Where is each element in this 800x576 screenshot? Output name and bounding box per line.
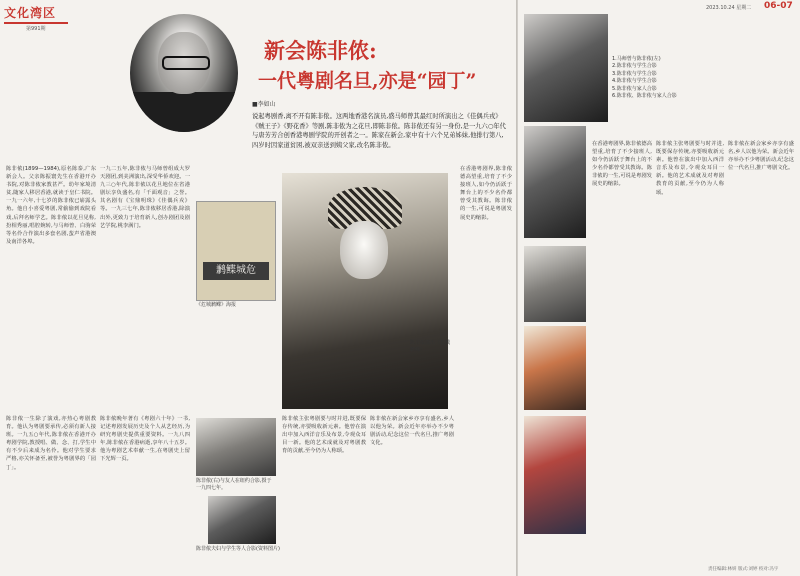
body-column-2: 一九二五年,陈非侬与马师曾组成大罗天剧团,到美洲演出,深受华侨欢迎。一九三○年代,陈非侬以花旦地位在省港剧坛享负盛名,有「千面观音」之誉。其名剧有《宝鼎明珠》《佳偶兵戎》等。一九三七年,陈非侬移居香港,除演出外,更致力于培育新人,创办剧团及剧艺学院,桃李满门。 bbox=[100, 166, 190, 229]
headline-subtitle: 一代粤剧名旦,亦是“园丁” bbox=[258, 70, 477, 92]
photo-caption-item: 2.陈非侬与学生合影 bbox=[612, 63, 657, 70]
group-photo-b-caption: 陈非侬夫妇与学生等人合影(资料图片) bbox=[196, 546, 280, 552]
section-rule bbox=[4, 22, 68, 24]
right-page bbox=[518, 0, 800, 576]
byline: ■李如山 bbox=[252, 101, 276, 108]
photo-caption-item: 3.陈非侬与学生合影 bbox=[612, 70, 657, 77]
photo-caption-list bbox=[612, 56, 677, 100]
right-column-2: 陈非侬主张粤剧要与时并进,既要保存传统,亦要吸收新元素。他曾在演出中加入西洋音乐及布景,令观众耳目一新。他的艺术成就及对粤剧教育的贡献,至今仍为人称颂。 bbox=[656, 141, 724, 196]
page-numbers: 06-07 bbox=[764, 1, 793, 11]
photo-caption-item: 5.陈非侬与家人合影 bbox=[612, 85, 657, 92]
poster-caption: 《危城鹣鲽》海报 bbox=[196, 302, 237, 308]
intro-paragraph: 说起粤剧香,离不开有陈非侬。这两地香港名演员,盛马师曾其最红时所演出之《佳偶兵戎》《贼王子》《野花香》等剧,陈非侬为之花旦,即陈非侬。陈非侬还有另一身份,是一九六○年代与唐芳芳合创香港粤剧学院的开创者之一。陈家在新会,家中有十六个兄弟姊妹,他排行第八,四岁时因家道贫困,被双亲送到姨父家,改名陈非侬。 bbox=[252, 113, 506, 149]
photo-teacher-student bbox=[524, 326, 586, 410]
group-photo-a bbox=[196, 418, 276, 476]
section-label: 文化湾区 bbox=[4, 6, 57, 20]
issue-date: 2023.10.24 星期二 bbox=[706, 5, 752, 11]
body-column-7: 陈非侬在新会家乡亦享有盛名,乡人以他为荣。新会近年亦举办不少粤剧活动,纪念这位一代名旦,推广粤剧文化。 bbox=[370, 416, 454, 447]
opera-actor-photo bbox=[282, 173, 451, 409]
photo-caption-item: 1.马师曾与陈非侬(左) bbox=[612, 56, 661, 62]
body-column-4: 陈非侬晚年著有《粤剧六十年》一书,记述粤剧发展历史及个人从艺经历,为研究粤剧史提供重要资料。一九八四年,陈非侬在香港病逝,享年八十五岁。他为粤剧艺术奉献一生,在粤剧史上留下光辉一页。 bbox=[100, 416, 190, 463]
opera-face bbox=[340, 221, 388, 279]
body-column-1: 陈非侬(1899—1984),原名陈泰,广东新会人。父亲陈振寰先生在香港开办书院,对陈非侬家教甚严。幼年家境清贫,随家人移居香港,就读于皇仁书院。一九一六年,十七岁的陈非侬已崭露头角。他自小喜爱粤剧,常偷偷到戏院看戏,后拜名师学艺。陈非侬以花旦见称,扮相秀丽,唱腔婉转,与马师曾、白驹荣等名伶合作演出多套名剧,蜚声省港澳及南洋各埠。 bbox=[6, 166, 96, 245]
portrait-glasses bbox=[162, 56, 210, 70]
photo-couple bbox=[524, 246, 586, 322]
issue-number: 第991期 bbox=[26, 26, 46, 32]
body-column-6: 陈非侬主张粤剧要与时并进,既要保存传统,亦要吸收新元素。他曾在演出中加入西洋音乐及布景,令观众耳目一新。他的艺术成就及对粤剧教育的贡献,至今仍为人称颂。 bbox=[282, 416, 366, 455]
movie-poster bbox=[196, 201, 276, 301]
portrait-photo bbox=[130, 14, 238, 132]
right-column-3: 陈非侬在新会家乡亦享有盛名,乡人以他为荣。新会近年亦举办不少粤剧活动,纪念这位一代名旦,推广粤剧文化。 bbox=[728, 141, 794, 172]
headline: 新会陈非侬: bbox=[264, 38, 377, 63]
photo-ma-shizeng bbox=[524, 14, 608, 122]
right-column-1: 在香港粤剧界,陈非侬德高望重,培育了不少接班人,如今仍活跃于舞台上的不少名伶都曾受其教诲。陈非侬的一生,可说是粤剧发展史的缩影。 bbox=[592, 141, 652, 188]
photo-opera-costume bbox=[524, 126, 586, 238]
group-photo-b bbox=[208, 496, 276, 544]
actor-caption: 陈非侬演出《危城鹣鲽》 bbox=[410, 340, 451, 353]
body-column-3: 陈非侬一生除了演戏,亦热心粤剧教育。他认为粤剧要承传,必须有新人接班。一九五○年代,陈非侬在香港开办粤剧学院,教授唱、做、念、打,学生中有不少后来成为名伶。他对学生要求严格,亦关怀备至,被誉为粤剧界的「园丁」。 bbox=[6, 416, 96, 471]
body-column-5: 在香港粤剧界,陈非侬德高望重,培育了不少接班人,如今仍活跃于舞台上的不少名伶都曾受其教诲。陈非侬的一生,可说是粤剧发展史的缩影。 bbox=[460, 166, 512, 221]
photo-caption-item: 4.陈非侬与学生合影 bbox=[612, 78, 657, 85]
right-masthead bbox=[518, 0, 800, 12]
photo-caption-item: 6.陈非侬、陈非侬与家人合影 bbox=[612, 93, 677, 100]
poster-title: 鹣鲽城危 bbox=[203, 262, 269, 280]
photo-family bbox=[524, 416, 586, 534]
group-photo-a-caption: 陈非侬(右)与友人在纽约合影,摄于一九四七年。 bbox=[196, 478, 272, 491]
page-footer: 责任编辑:林妍 版式:刘婷 校对:冯宇 bbox=[708, 567, 779, 572]
portrait-suit bbox=[130, 92, 238, 132]
